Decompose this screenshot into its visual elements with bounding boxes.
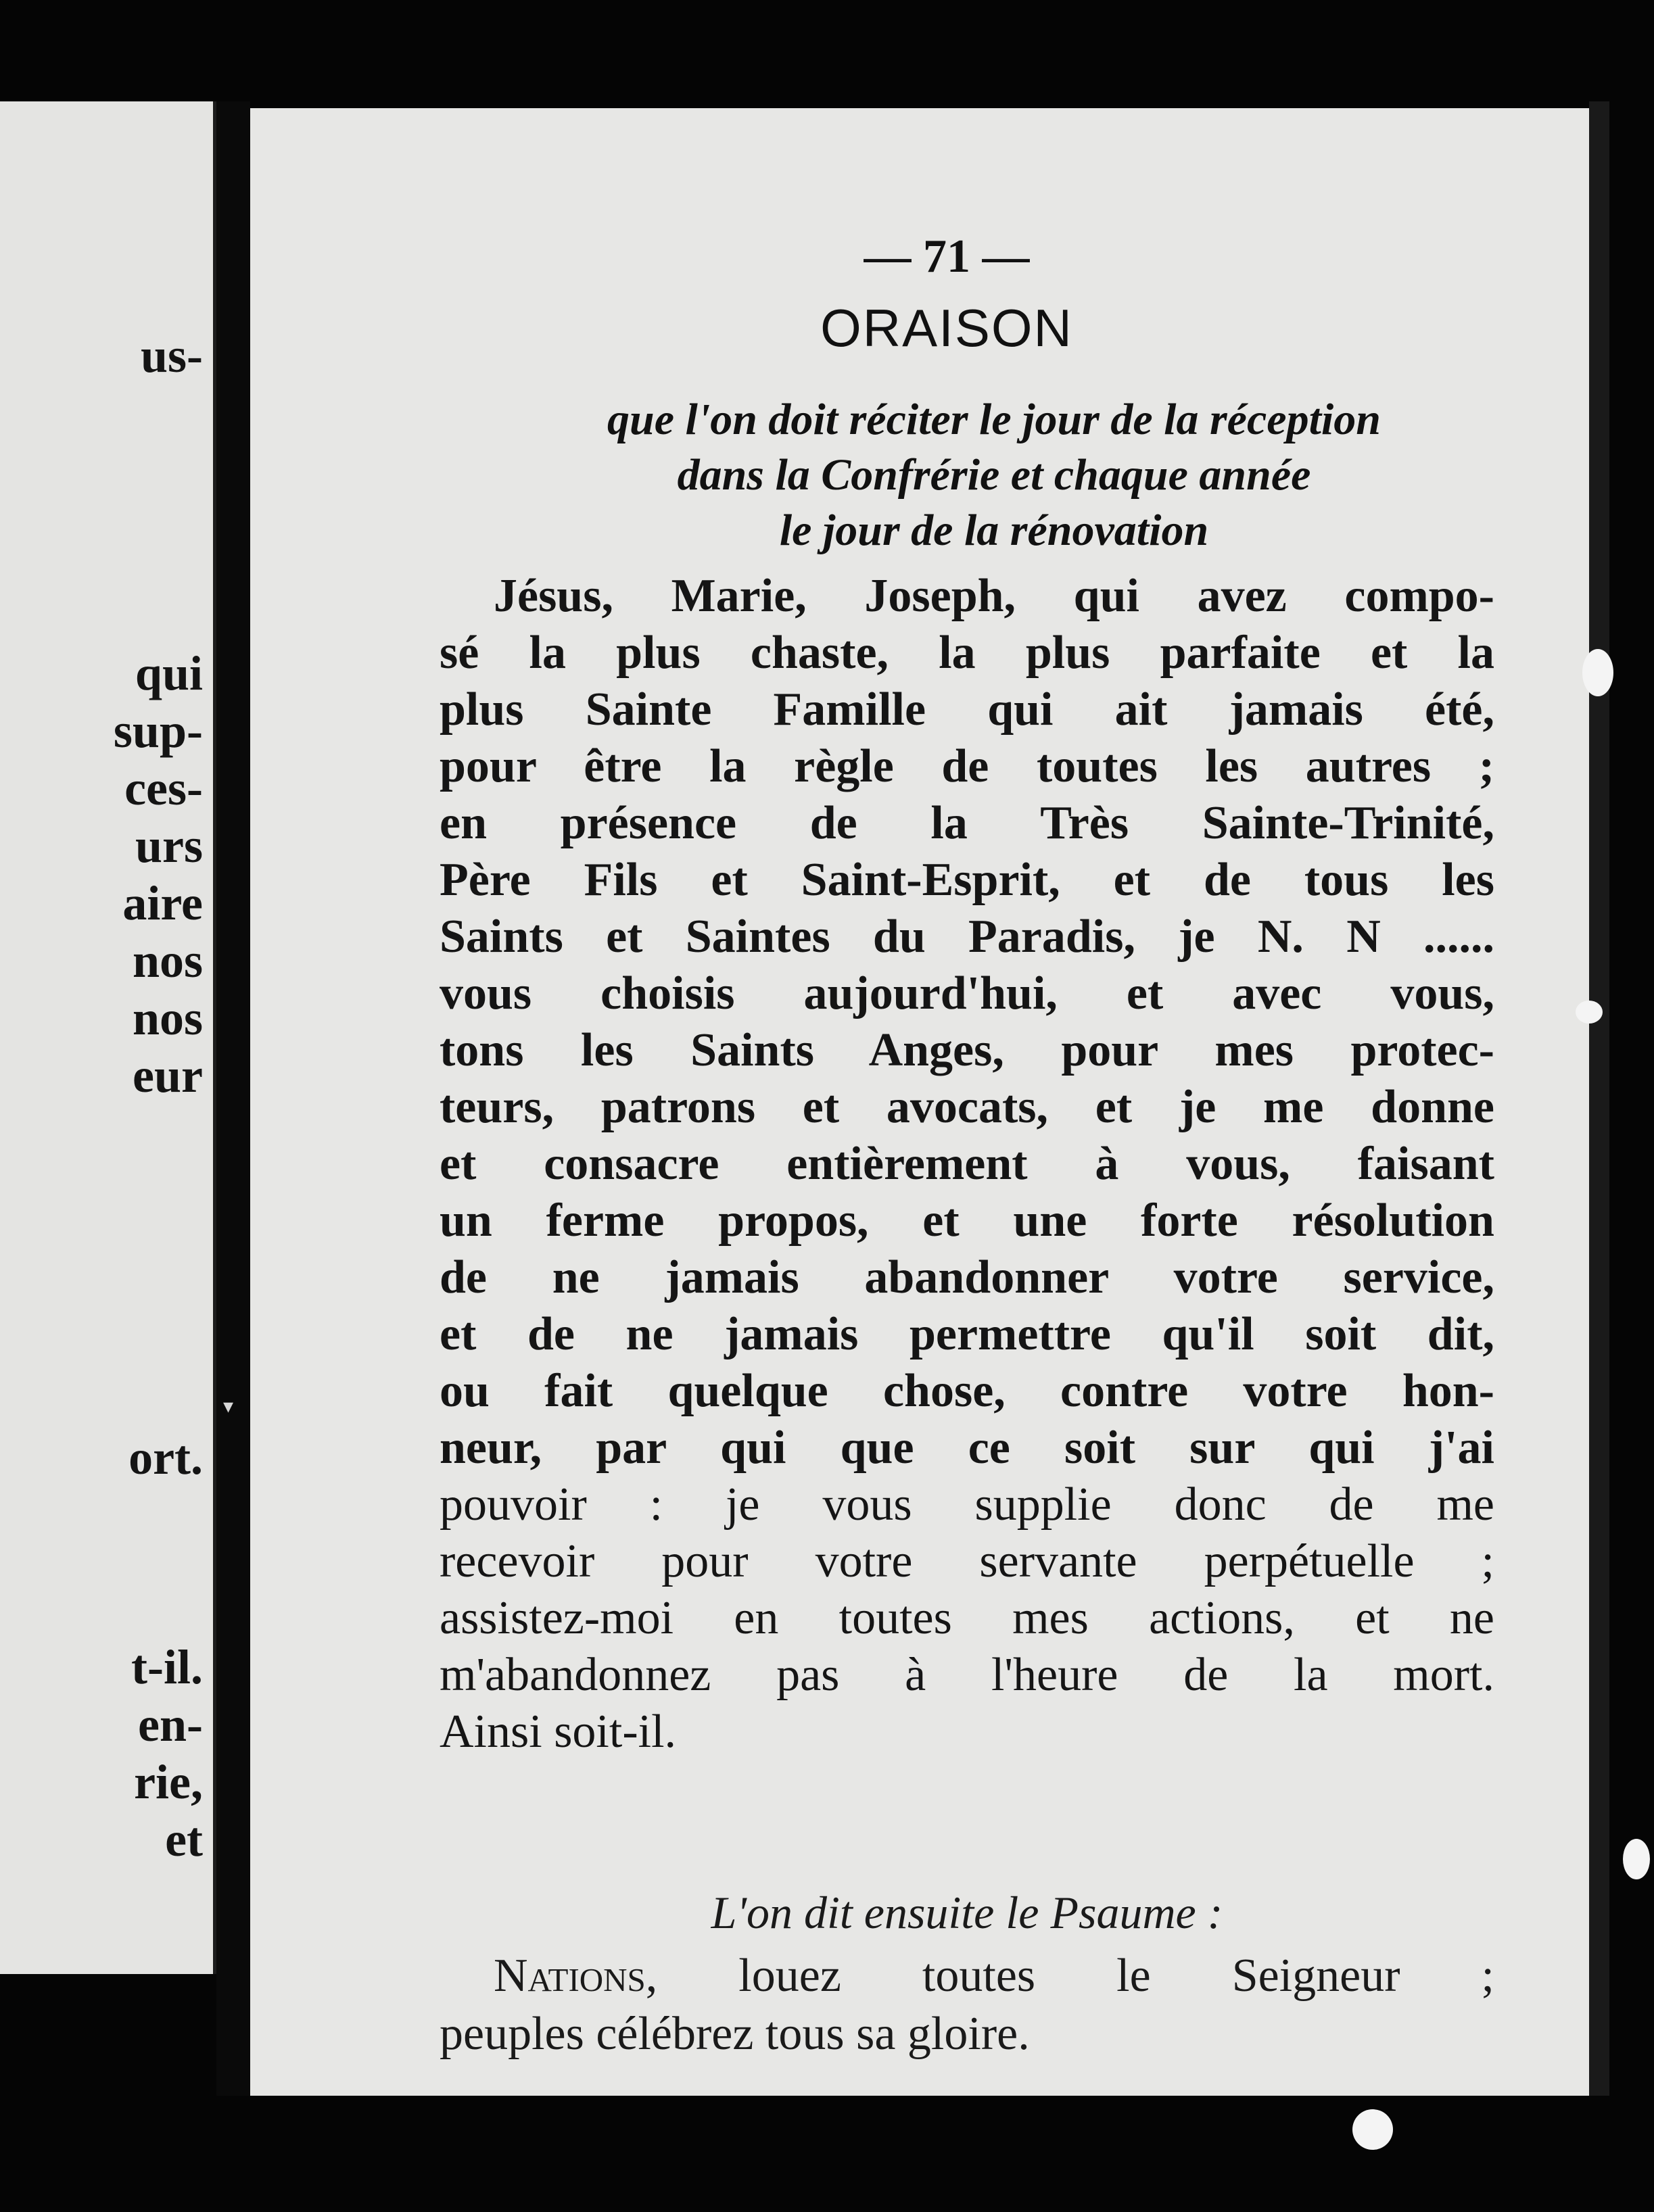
page-title: ORAISON	[820, 298, 1073, 358]
psalm-line	[440, 1947, 1494, 2005]
left-page-fragment: nos	[132, 934, 203, 988]
left-page	[0, 101, 220, 1974]
paper-speck	[1352, 2109, 1393, 2150]
left-page-fragment: aire	[122, 876, 203, 930]
prayer-line: Ainsi soit-il.	[440, 1706, 677, 1758]
prayer-line: neur, par qui que ce soit sur qui j'ai	[440, 1422, 1494, 1474]
right-page	[250, 108, 1589, 2096]
paper-speck	[1576, 1001, 1603, 1024]
left-page-fragment: sup-	[113, 704, 203, 758]
prayer-line: de ne jamais abandonner votre service,	[440, 1251, 1494, 1303]
left-page-fragment: rie,	[134, 1755, 203, 1809]
prayer-line: vous choisis aujourd'hui, et avec vous,	[440, 967, 1494, 1019]
psalm-line: peuples célébrez tous sa gloire.	[440, 2008, 1030, 2060]
left-page-fragment: urs	[135, 819, 203, 873]
prayer-text	[440, 568, 1494, 1760]
prayer-line: pouvoir : je vous supplie donc de me	[440, 1478, 1494, 1531]
subtitle-line: que l'on doit réciter le jour de la réception	[607, 395, 1381, 444]
prayer-line: plus Sainte Famille qui ait jamais été,	[440, 683, 1494, 736]
left-page-fragment: et	[165, 1812, 203, 1867]
prayer-line: et consacre entièrement à vous, faisant	[440, 1138, 1494, 1190]
left-page-fragment: en-	[138, 1698, 203, 1752]
prayer-line: et de ne jamais permettre qu'il soit dit,	[440, 1308, 1494, 1360]
prayer-line: sé la plus chaste, la plus parfaite et la	[440, 627, 1494, 679]
paper-speck	[1623, 1839, 1650, 1879]
left-page-fragment: us-	[140, 329, 203, 383]
left-page-fragment: eur	[133, 1049, 203, 1103]
book-gutter	[216, 101, 250, 2096]
gutter-mark: ▾	[223, 1395, 234, 1418]
page-edge	[1589, 101, 1609, 2096]
prayer-line: Père Fils et Saint-Esprit, et de tous les	[440, 854, 1494, 906]
prayer-line: assistez-moi en toutes mes actions, et ne	[440, 1592, 1494, 1644]
left-page-fragment: qui	[135, 646, 203, 700]
prayer-subtitle	[385, 392, 1589, 558]
prayer-line: recevoir pour votre servante perpétuelle ;	[440, 1535, 1494, 1587]
page-number: — 71 —	[864, 231, 1030, 283]
left-page-fragment: ort.	[128, 1430, 203, 1485]
prayer-line: teurs, patrons et avocats, et je me donne	[440, 1081, 1494, 1133]
prayer-line: m'abandonnez pas à l'heure de la mort.	[440, 1649, 1494, 1701]
paper-speck	[1582, 649, 1613, 696]
left-page-fragment: ces-	[124, 761, 203, 815]
left-page-fragment: nos	[132, 991, 203, 1045]
left-page-fragment: t-il.	[131, 1640, 203, 1694]
subtitle-line: dans la Confrérie et chaque année	[677, 450, 1311, 500]
psalm-intro: L'on dit ensuite le Psaume :	[711, 1887, 1223, 1938]
prayer-line: un ferme propos, et une forte résolution	[440, 1195, 1494, 1247]
prayer-line: Saints et Saintes du Paradis, je N. N ......	[440, 911, 1494, 963]
prayer-line: pour être la règle de toutes les autres ;	[440, 740, 1494, 792]
psalm-line-rest: louez toutes le Seigneur ;	[657, 1950, 1494, 2002]
psalm-first-word: Nations,	[494, 1950, 658, 2002]
subtitle-line: le jour de la rénovation	[779, 506, 1209, 555]
prayer-line: ou fait quelque chose, contre votre hon-	[440, 1365, 1494, 1417]
prayer-line: tons les Saints Anges, pour mes protec-	[440, 1024, 1494, 1076]
prayer-line: en présence de la Très Sainte-Trinité,	[440, 797, 1494, 849]
prayer-line: Jésus, Marie, Joseph, qui avez compo-	[494, 570, 1494, 622]
psalm-text	[440, 1947, 1494, 2063]
